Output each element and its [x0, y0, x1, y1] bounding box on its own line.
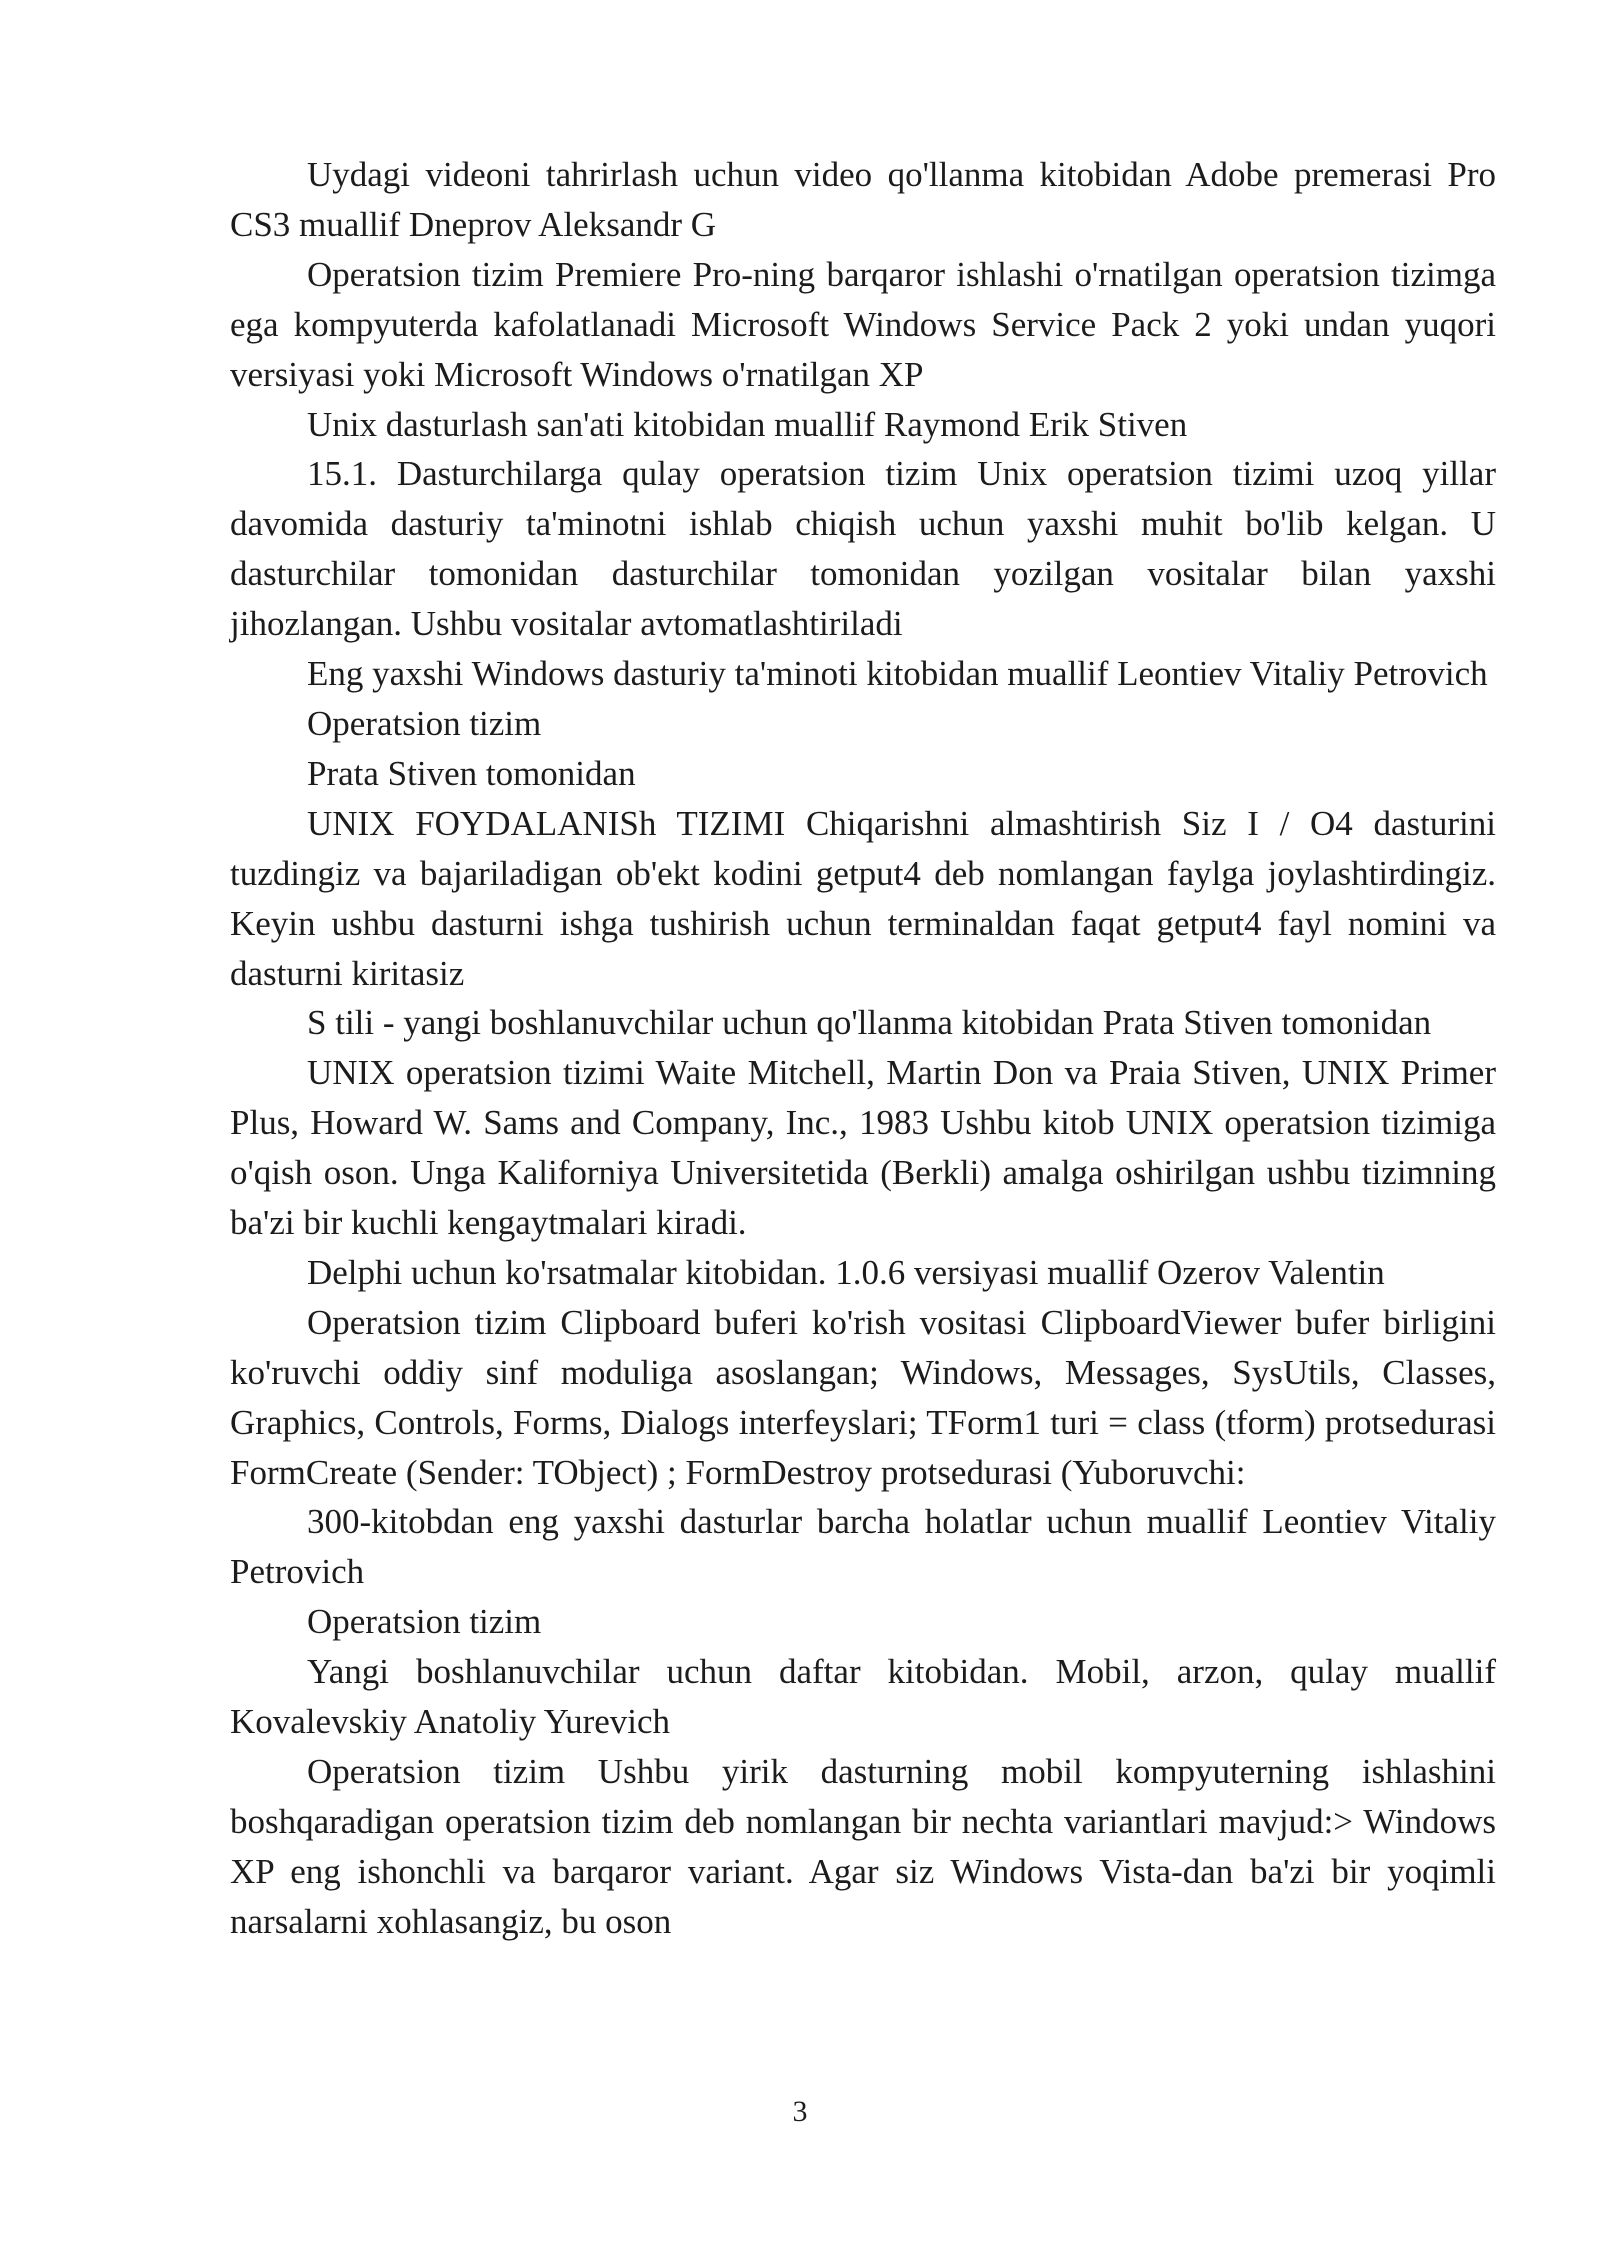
- paragraph: Prata Stiven tomonidan: [307, 753, 636, 793]
- paragraph: Eng yaxshi Windows dasturiy ta'minoti kitobidan muallif Leontiev Vitaliy Petrovich: [307, 654, 1488, 694]
- paragraph: Yangi boshlanuvchilar uchun daftar kitobidan. Mobil, arzon, qulay muallif Kovalevskiy Anatoliy Yurevich: [230, 1652, 1496, 1742]
- paragraph: S tili - yangi boshlanuvchilar uchun qo'llanma kitobidan Prata Stiven tomonidan: [307, 1003, 1432, 1043]
- paragraph: Uydagi videoni tahrirlash uchun video qo'llanma kitobidan Adobe premerasi Pro CS3 muallif Dneprov Aleksandr G: [230, 155, 1496, 244]
- paragraph: Operatsion tizim: [307, 703, 542, 743]
- paragraph: 15.1. Dasturchilarga qulay operatsion tizim Unix operatsion tizimi uzoq yillar davomida dasturiy ta'minotni ishlab chiqish uchun yaxshi muhit bo'lib kelgan. U dasturchilar tomonidan dasturchilar tomonidan yozilgan vositalar bilan yaxshi jihozlangan. Ushbu vositalar avtomatlashtiriladi: [230, 454, 1496, 644]
- paragraph: Unix dasturlash san'ati kitobidan muallif Raymond Erik Stiven: [307, 404, 1188, 444]
- paragraph: 300-kitobdan eng yaxshi dasturlar barcha holatlar uchun muallif Leontiev Vitaliy Petrovich: [230, 1502, 1496, 1592]
- document-body: [230, 150, 1496, 1947]
- paragraph: Operatsion tizim: [307, 1602, 542, 1642]
- paragraph: Operatsion tizim Ushbu yirik dasturning mobil kompyuterning ishlashini boshqaradigan operatsion tizim deb nomlangan bir nechta variantlari mavjud:> Windows XP eng ishonchli va barqaror variant. Agar siz Windows Vista-dan ba'zi bir yoqimli narsalarni xohlasangiz, bu oson: [230, 1752, 1496, 1941]
- paragraph: Delphi uchun ko'rsatmalar kitobidan. 1.0.6 versiyasi muallif Ozerov Valentin: [307, 1252, 1385, 1292]
- paragraph: UNIX FOYDALANISh TIZIMI Chiqarishni almashtirish Siz I / O4 dasturini tuzdingiz va bajariladigan ob'ekt kodini getput4 deb nomlangan faylga joylashtirdingiz. Keyin ushbu dasturni ishga tushirish uchun terminaldan faqat getput4 fayl nomini va dasturni kiritasiz: [230, 803, 1496, 993]
- paragraph: UNIX operatsion tizimi Waite Mitchell, Martin Don va Praia Stiven, UNIX Primer Plus, Howard W. Sams and Company, Inc., 1983 Ushbu kitob UNIX operatsion tizimiga o'qish oson. Unga Kaliforniya Universitetida (Berkli) amalga oshirilgan ushbu tizimning ba'zi bir kuchli kengaytmalari kiradi.: [230, 1053, 1496, 1243]
- paragraph: Operatsion tizim Clipboard buferi ko'rish vositasi ClipboardViewer bufer birligini ko'ruvchi oddiy sinf moduliga asoslangan; Windows, Messages, SysUtils, Classes, Graphics, Controls, Forms, Dialogs interfeyslari; TForm1 turi = class (tform) protsedurasi FormCreate (Sender: TObject) ; FormDestroy protsedurasi (Yuboruvchi:: [230, 1302, 1496, 1492]
- page-number: 3: [792, 2095, 808, 2128]
- paragraph: Operatsion tizim Premiere Pro-ning barqaror ishlashi o'rnatilgan operatsion tizimga ega kompyuterda kafolatlanadi Microsoft Windows Service Pack 2 yoki undan yuqori versiyasi yoki Microsoft Windows o'rnatilgan XP: [230, 254, 1496, 394]
